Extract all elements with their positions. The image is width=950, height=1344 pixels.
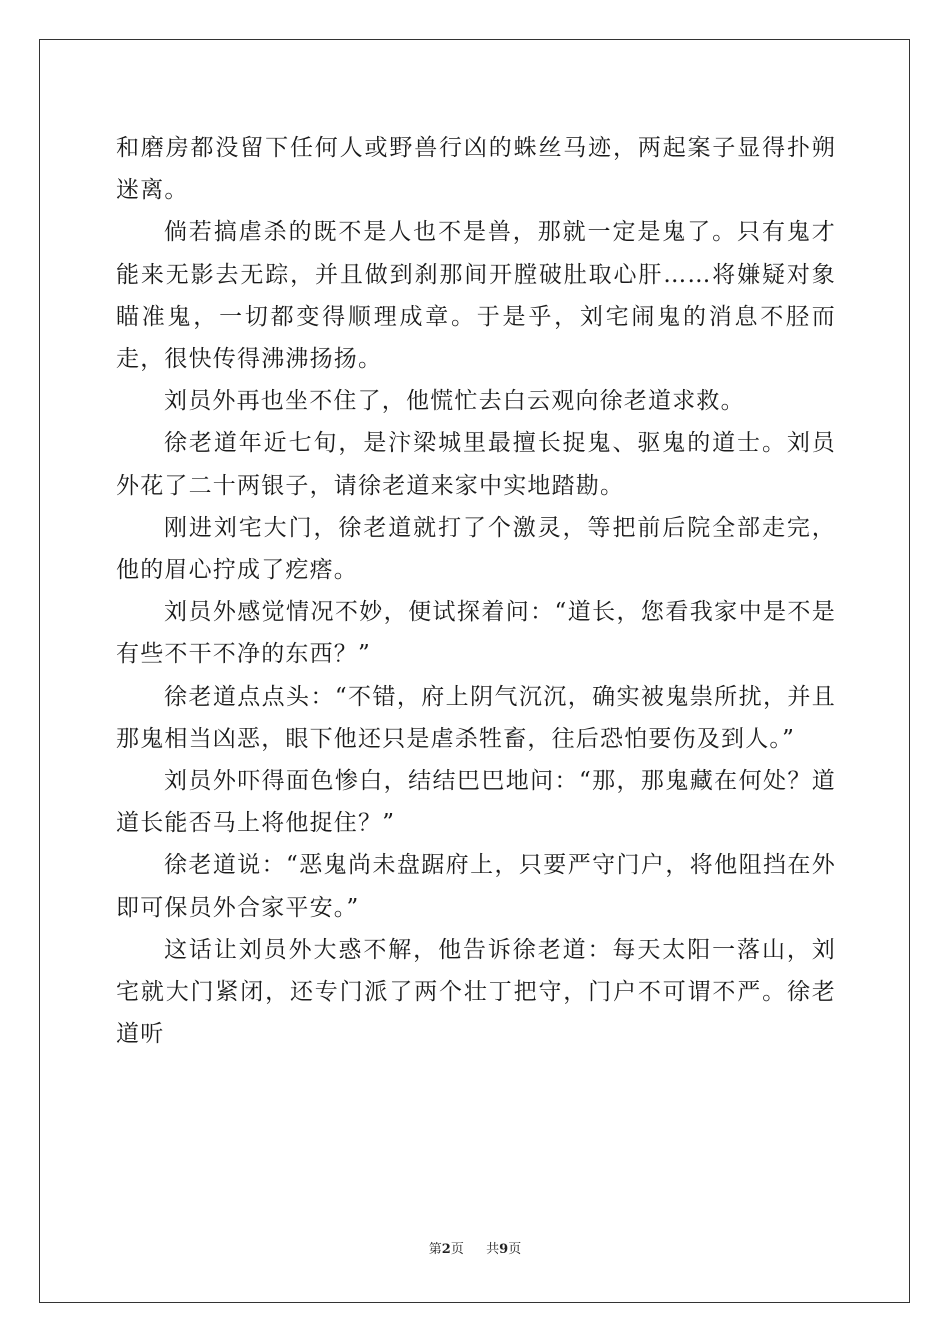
page-suffix: 页 (450, 1242, 464, 1257)
total-suffix: 页 (508, 1242, 522, 1257)
paragraph-1: 和磨房都没留下任何人或野兽行凶的蛛丝马迹，两起案子显得扑朔迷离。 (116, 135, 836, 204)
page-current: 2 (441, 1242, 451, 1257)
paragraph-8: 刘员外吓得面色惨白，结结巴巴地问：“那，那鬼藏在何处？道道长能否马上将他捉住？” (116, 768, 836, 837)
paragraph-9: 徐老道说：“恶鬼尚未盘踞府上，只要严守门户，将他阻挡在外即可保员外合家平安。” (116, 852, 836, 921)
page-footer (0, 1241, 950, 1259)
paragraph-3: 刘员外再也坐不住了，他慌忙去白云观向徐老道求救。 (164, 388, 745, 415)
paragraph-6: 刘员外感觉情况不妙，便试探着问：“道长，您看我家中是不是有些不干不净的东西？” (116, 599, 836, 668)
paragraph-4: 徐老道年近七旬，是汴梁城里最擅长捉鬼、驱鬼的道士。刘员外花了二十两银子，请徐老道来家中实地踏勘。 (116, 430, 836, 499)
page-total (482, 1242, 521, 1257)
page-prefix: 第 (428, 1242, 442, 1257)
document-body (116, 127, 836, 1055)
paragraph-5: 刚进刘宅大门，徐老道就打了个激灵，等把前后院全部走完，他的眉心拧成了疙瘩。 (116, 514, 836, 584)
paragraph-7: 徐老道点点头：“不错，府上阴气沉沉，确实被鬼祟所扰，并且那鬼相当凶恶，眼下他还只是虐杀牲畜，往后恐怕要伤及到人。” (116, 683, 836, 752)
total-count: 9 (499, 1242, 509, 1257)
page-number (429, 1242, 468, 1257)
paragraph-2: 倘若搞虐杀的既不是人也不是兽，那就一定是鬼了。只有鬼才能来无影去无踪，并且做到刹那间开膛破肚取心肝……将嫌疑对象瞄准鬼，一切都变得顺理成章。于是乎，刘宅闹鬼的消息不胫而走，很快传得沸沸扬扬。 (116, 219, 836, 373)
paragraph-10: 这话让刘员外大惑不解，他告诉徐老道：每天太阳一落山，刘宅就大门紧闭，还专门派了两个壮丁把守，门户不可谓不严。徐老道听 (116, 936, 836, 1048)
total-prefix: 共 (486, 1242, 500, 1257)
